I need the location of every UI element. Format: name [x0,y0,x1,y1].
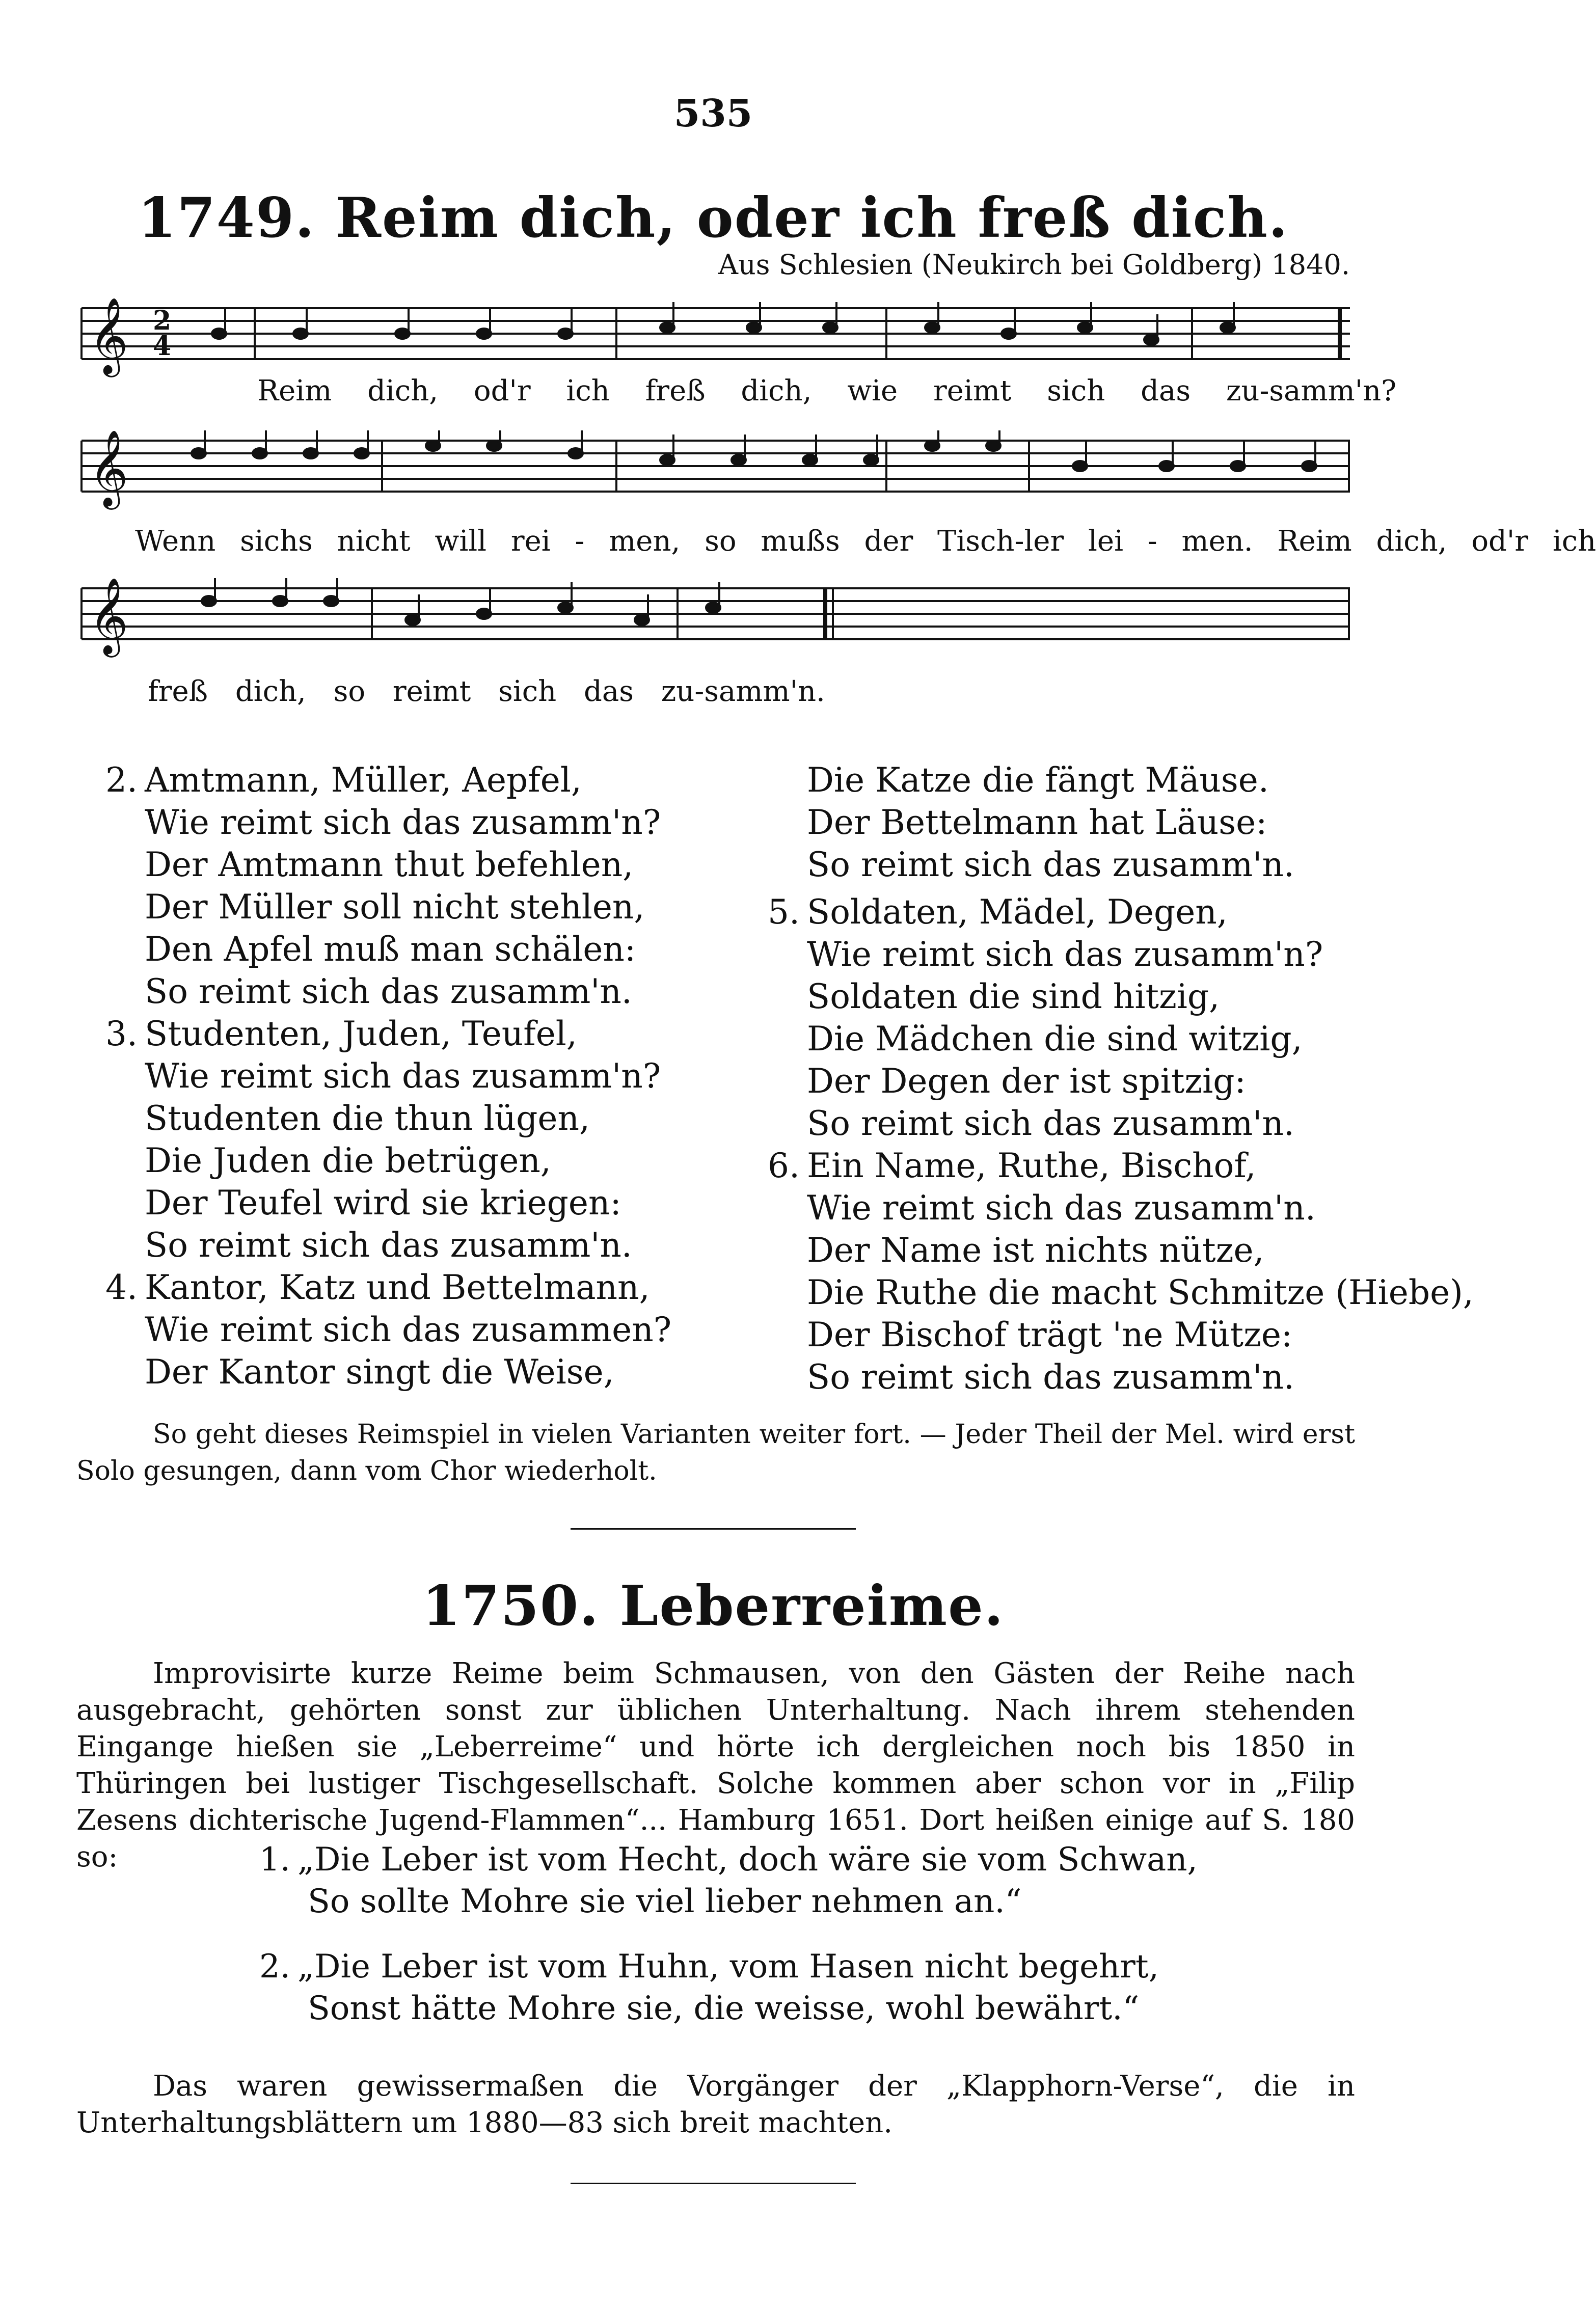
verses-right-column [764,759,1474,1398]
verse-line: Der Name ist nichts nütze, [807,1231,1264,1270]
staff-3-lyrics: freß dich, so reimt sich das zu-samm'n. [148,675,825,708]
verse-line: Der Bischof trägt 'ne Mütze: [807,1315,1293,1354]
verse-number: 6. [768,1146,800,1185]
verse-line: Der Degen der ist spitzig: [807,1062,1246,1101]
verse-line: Wie reimt sich das zusamm'n. [807,1188,1316,1228]
verse-line: Soldaten die sind hitzig, [807,977,1220,1016]
verse-line: Der Kantor singt die Weise, [145,1352,614,1392]
verse-4-continued [764,759,1474,886]
verse-line: So reimt sich das zusamm'n. [145,1226,632,1265]
svg-text:2: 2 [153,305,172,336]
verse-4 [102,1266,671,1393]
rhyme-number: 2. [259,1948,290,1986]
verse-line: Der Müller soll nicht stehlen, [145,887,645,927]
rhyme-line: So sollte Mohre sie viel lieber nehmen an.“ [308,1883,1022,1920]
verse-line: Ein Name, Ruthe, Bischof, [807,1146,1256,1185]
song-1749-origin: Aus Schlesien (Neukirch bei Goldberg) 1840. [718,249,1350,281]
verse-line: Wie reimt sich das zusamm'n? [145,803,661,842]
verse-number: 3. [105,1014,138,1053]
verse-2 [102,759,671,1013]
song-1750-title: 1750. Leberreime. [422,1574,1005,1638]
divider-rule-bottom [571,2183,856,2184]
verse-line: Wie reimt sich das zusamm'n? [807,935,1323,974]
rhyme-line: Sonst hätte Mohre sie, die weisse, wohl bewährt.“ [308,1990,1140,2027]
verse-6 [764,1145,1474,1398]
svg-text:𝄞: 𝄞 [89,429,128,506]
verse-number: 2. [105,760,138,800]
rhymes-list [255,1839,1198,2029]
verse-number: 4. [105,1268,138,1307]
divider-rule [571,1528,856,1530]
music-staff-3 [76,577,1350,654]
song-1749-note: So geht dieses Reimspiel in vielen Varianten weiter fort. — Jeder Theil der Mel. wird erst Solo gesungen, dann vom Chor wiederholt. [76,1419,1355,1486]
staff-1-lyrics: Reim dich, od'r ich freß dich, wie reimt sich das zu-samm'n? [257,374,1397,408]
verse-line: Studenten, Juden, Teufel, [145,1014,577,1053]
rhyme-line: „Die Leber ist vom Huhn, vom Hasen nicht begehrt, [297,1948,1159,1986]
verse-line: Die Juden die betrügen, [145,1141,551,1180]
verse-line: So reimt sich das zusamm'n. [807,1357,1294,1397]
svg-text:𝄞: 𝄞 [89,296,128,374]
verse-line: Den Apfel muß man schälen: [145,930,636,969]
verse-5 [764,891,1474,1145]
staff-2-lyrics: Wenn sichs nicht will rei - men, so mußs der Tisch-ler lei - men. Reim dich, od'r ich [135,525,1596,558]
verse-line: Der Amtmann thut befehlen, [145,845,634,884]
verse-number: 5. [768,892,800,932]
verse-line: Der Teufel wird sie kriegen: [145,1183,621,1223]
page-number: 535 [673,92,753,135]
rhyme-1 [255,1839,1198,1922]
svg-text:𝄞: 𝄞 [89,577,128,654]
song-1749-title: 1749. Reim dich, oder ich freß dich. [138,186,1289,250]
song-1750-intro: Improvisirte kurze Reime beim Schmausen, von den Gästen der Reihe nach ausgebracht, gehörten sonst zur üblichen Unterhaltung. Nach ihrem stehenden Eingange hießen sie „Leberreime“ und hörte ich dergleichen noch bis 1850 in Thüringen bei lustiger Tischgesellschaft. Solche kommen aber schon vor in „Filip Zesens dichterische Jugend-Flammen“... Hamburg 1651. Dort heißen einige auf S. 180 so: [76,1657,1355,1873]
verses-left-column [102,759,671,1393]
verse-line: So reimt sich das zusamm'n. [145,972,632,1011]
verse-line: Studenten die thun lügen, [145,1099,590,1138]
music-staff-2 [76,429,1350,506]
verse-line: So reimt sich das zusamm'n. [807,1104,1294,1143]
music-staff-1 [76,296,1350,374]
verse-line: Amtmann, Müller, Aepfel, [145,760,582,800]
svg-text:4: 4 [153,331,172,362]
verse-line: Die Ruthe die macht Schmitze (Hiebe), [807,1273,1474,1312]
verse-line: Die Katze die fängt Mäuse. [807,760,1269,800]
verse-3 [102,1013,671,1266]
verse-line: So reimt sich das zusamm'n. [807,845,1294,884]
verse-line: Wie reimt sich das zusammen? [145,1310,672,1349]
verse-line: Wie reimt sich das zusamm'n? [145,1056,661,1096]
verse-line: Der Bettelmann hat Läuse: [807,803,1267,842]
rhyme-line: „Die Leber ist vom Hecht, doch wäre sie vom Schwan, [297,1841,1198,1879]
rhyme-number: 1. [259,1841,290,1879]
rhyme-2 [255,1946,1198,2029]
verse-line: Soldaten, Mädel, Degen, [807,892,1228,932]
verse-line: Die Mädchen die sind witzig, [807,1019,1303,1058]
verse-line: Kantor, Katz und Bettelmann, [145,1268,650,1307]
song-1750-outro: Das waren gewissermaßen die Vorgänger der „Klapphorn-Verse“, die in Unterhaltungsblättern um 1880—83 sich breit machten. [76,2070,1355,2139]
